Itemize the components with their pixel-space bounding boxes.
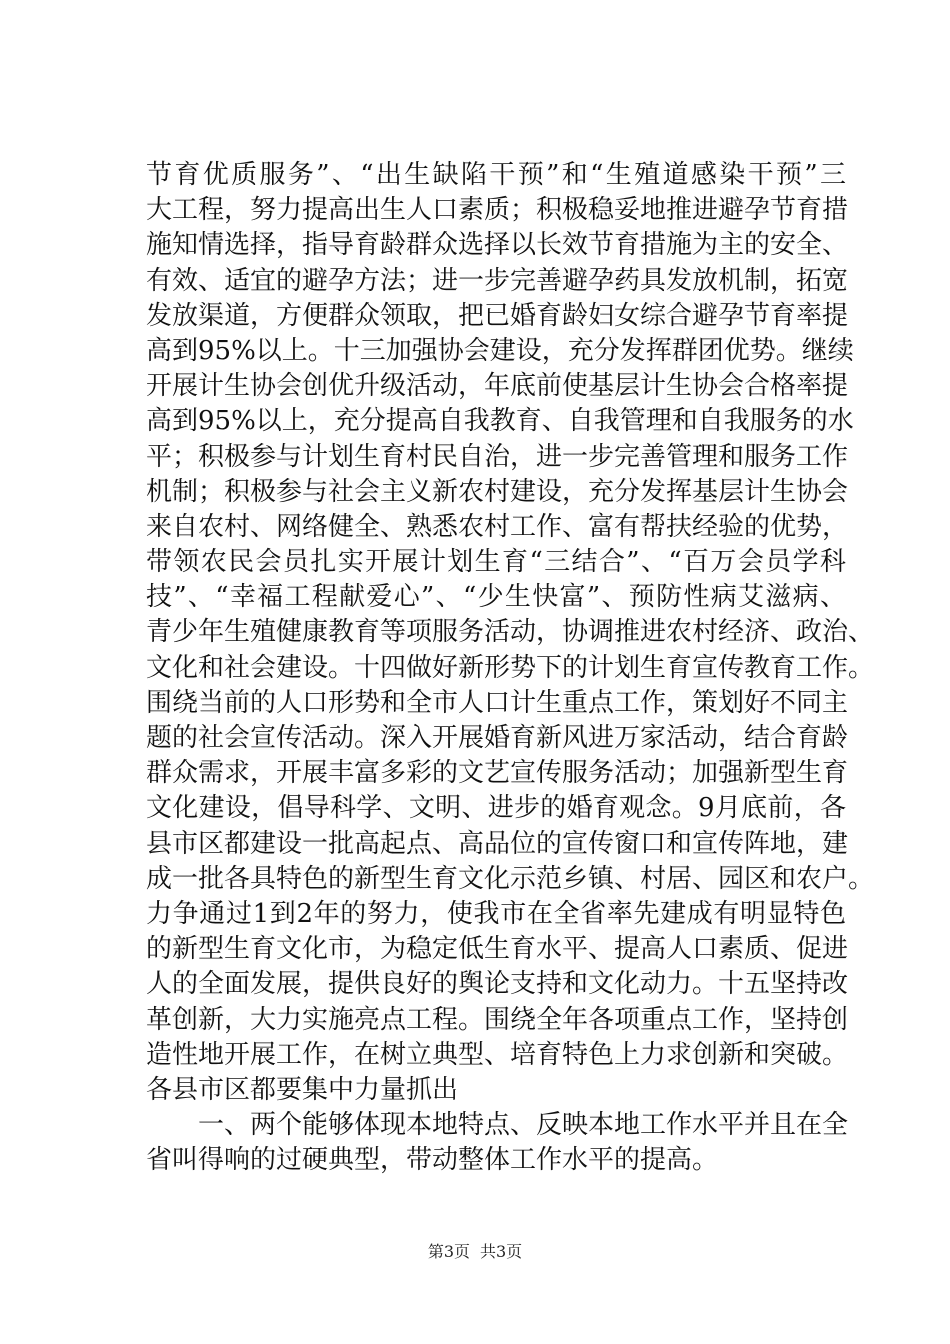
text-line: 施知情选择，指导育龄群众选择以长效节育措施为主的安全、 [146,230,849,261]
page-total: 共3页 [480,1242,523,1261]
text-line: 高到95%以上，充分提高自我教育、自我管理和自我服务的水 [146,406,854,437]
text-line: 文化和社会建设。十四做好新形势下的计划生育宣传教育工作。 [146,652,875,683]
text-line: 人的全面发展，提供良好的舆论支持和文化动力。十五坚持改 [146,969,849,1000]
text-line: 文化建设，倡导科学、文明、进步的婚育观念。9月底前，各 [146,793,846,824]
text-line: 造性地开展工作，在树立典型、培育特色上力求创新和突破。 [146,1039,849,1070]
text-line: 发放渠道，方便群众领取，把已婚育龄妇女综合避孕节育率提 [146,300,849,331]
text-line: 节育优质服务”、“出生缺陷干预”和“生殖道感染干预”三 [146,160,846,190]
text-line: 大工程，努力提高出生人口素质；积极稳妥地推进避孕节育措 [146,195,849,226]
text-line: 群众需求，开展丰富多彩的文艺宣传服务活动；加强新型生育 [146,758,849,789]
text-line: 开展计生协会创优升级活动，年底前使基层计生协会合格率提 [146,371,849,402]
text-line: 青少年生殖健康教育等项服务活动，协调推进农村经济、政治、 [146,617,875,648]
text-line: 各县市区都要集中力量抓出 [146,1074,459,1105]
text-line: 的新型生育文化市，为稳定低生育水平、提高人口素质、促进 [146,934,849,965]
page-number: 第3页 [427,1242,470,1261]
text-line: 围绕当前的人口形势和全市人口计生重点工作，策划好不同主 [146,687,849,718]
page-footer [0,1242,950,1262]
text-line: 有效、适宜的避孕方法；进一步完善避孕药具发放机制，拓宽 [146,265,849,296]
text-line: 高到95%以上。十三加强协会建设，充分发挥群团优势。继续 [146,335,854,366]
text-line: 来自农村、网络健全、熟悉农村工作、富有帮扶经验的优势， [146,511,849,542]
body-text [146,158,875,1178]
text-line: 平；积极参与计划生育村民自治，进一步完善管理和服务工作 [146,441,849,472]
text-line: 力争通过1到2年的努力，使我市在全省率先建成有明显特色 [146,898,846,929]
text-line: 省叫得响的过硬典型，带动整体工作水平的提高。 [146,1145,719,1176]
text-line: 题的社会宣传活动。深入开展婚育新风进万家活动，结合育龄 [146,723,849,753]
text-line: 带领农民会员扎实开展计划生育“三结合”、“百万会员学科 [146,547,846,578]
text-line: 机制；积极参与社会主义新农村建设，充分发挥基层计生协会 [146,476,849,507]
text-line: 成一批各具特色的新型生育文化示范乡镇、村居、园区和农户。 [146,863,875,894]
text-line: 一、两个能够体现本地特点、反映本地工作水平并且在全 [198,1110,849,1141]
text-line: 技”、“幸福工程献爱心”、“少生快富”、预防性病艾滋病、 [146,582,846,613]
text-line: 县市区都建设一批高起点、高品位的宣传窗口和宣传阵地，建 [146,828,849,859]
text-line: 革创新，大力实施亮点工程。围绕全年各项重点工作，坚持创 [146,1004,849,1035]
